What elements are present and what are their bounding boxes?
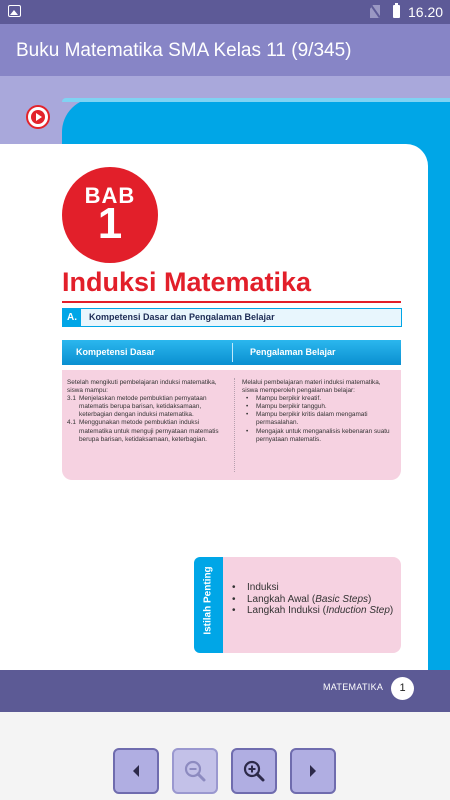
zoom-out-icon: [181, 757, 209, 785]
chapter-badge-label: BAB: [84, 183, 136, 208]
chevron-right-icon: [299, 757, 327, 785]
zoom-out-button[interactable]: [172, 748, 218, 794]
image-icon: [8, 5, 21, 17]
app-title: Buku Matematika SMA Kelas 11 (9/345): [16, 40, 352, 61]
key-terms-tab: [194, 557, 223, 653]
column-header-kompetensi: Kompetensi Dasar: [76, 347, 156, 357]
pengalaman-item: • Mampu berpikir kritis dalam mengamati permasalahan.: [246, 411, 368, 427]
chapter-number: 1: [97, 199, 123, 248]
status-bar: [0, 0, 450, 24]
kompetensi-column: [67, 379, 227, 444]
key-term: • Langkah Awal (Basic Steps): [232, 593, 372, 605]
pengalaman-column: [242, 379, 397, 444]
column-divider: [234, 378, 235, 472]
battery-icon: [393, 5, 400, 18]
key-terms-list: [232, 582, 397, 617]
page-viewer[interactable]: [0, 76, 450, 670]
kompetensi-item: 3.1 Menjelaskan metode pembuktian pernyataan matematis berupa barisan, ketidaksamaan, keterbagian dengan induksi matematika.: [67, 395, 207, 419]
pengalaman-item: • Mengajak untuk menganalisis kebenaran suatu pernyataan matematis.: [246, 427, 390, 443]
pengalaman-item: • Mampu berpikir kreatif.: [246, 395, 321, 403]
kompetensi-intro: Setelah mengikuti pembelajaran induksi matematika, siswa mampu:: [67, 379, 217, 395]
status-time: 16.20: [408, 4, 444, 20]
app-bar: [0, 24, 450, 76]
key-term: • Langkah Induksi (Induction Step): [232, 605, 394, 617]
section-title: Kompetensi Dasar dan Pengalaman Belajar: [89, 312, 275, 322]
bottom-toolbar: [0, 712, 450, 800]
section-letter: A.: [63, 309, 81, 326]
footer-subject: MATEMATIKA: [323, 682, 384, 692]
previous-page-button[interactable]: [113, 748, 159, 794]
play-audio-button[interactable]: [26, 105, 50, 129]
competency-table-header: [62, 340, 401, 365]
key-term: • Induksi: [232, 582, 279, 593]
key-terms-label: Istilah Penting: [202, 566, 214, 635]
zoom-in-icon: [240, 757, 268, 785]
chapter-badge: [62, 167, 158, 263]
pengalaman-intro: Melalui pembelajaran materi induksi matematika, siswa memperoleh pengalaman belajar:: [242, 379, 381, 395]
kompetensi-item: 4.1 Menggunakan metode pembuktian induksi matematika untuk menguji pernyataan matematis berupa barisan, ketidaksamaan, keterbagian.: [67, 419, 219, 443]
title-divider: [62, 301, 401, 303]
chapter-title: Induksi Matematika: [62, 267, 312, 297]
no-sim-icon: [370, 5, 380, 18]
competency-table-body: [62, 370, 401, 480]
section-heading: [62, 308, 402, 327]
column-header-pengalaman: Pengalaman Belajar: [250, 347, 336, 357]
page-footer: [0, 670, 450, 712]
pengalaman-item: • Mampu berpikir tangguh.: [246, 403, 327, 411]
chevron-left-icon: [122, 757, 150, 785]
zoom-in-button[interactable]: [231, 748, 277, 794]
next-page-button[interactable]: [290, 748, 336, 794]
page-number-badge: 1: [391, 677, 414, 700]
